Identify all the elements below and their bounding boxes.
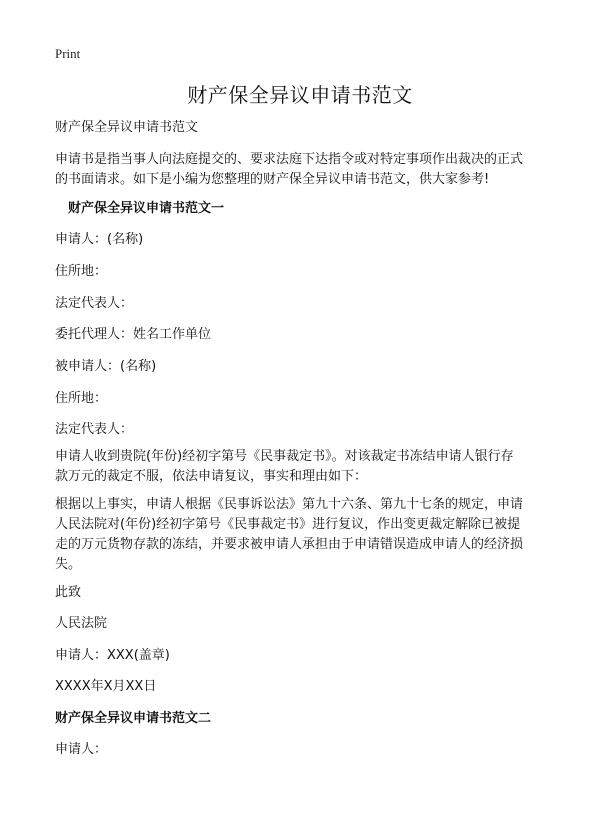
intro-paragraph [55, 150, 555, 190]
intro-line: 申请书是指当事人向法庭提交的、要求法庭下达指令或对特定事项作出裁决的正式 [55, 152, 524, 167]
respondent-rep-line: 法定代表人： [55, 422, 134, 437]
body-paragraph-2 [55, 495, 555, 575]
date-line: XXXX年X月XX日 [55, 679, 157, 694]
court-line: 人民法院 [55, 616, 108, 631]
applicant-rep-line: 法定代表人： [55, 296, 134, 311]
body2-line: 失。 [55, 557, 82, 572]
applicant-address-line: 住所地： [55, 264, 108, 279]
body1-line: 款万元的裁定不服，依法申请复议，事实和理由如下： [55, 469, 368, 484]
closing-line: 此致 [55, 585, 82, 600]
section2-heading: 财产保全异议申请书范文二 [55, 711, 212, 726]
agent-line: 委托代理人：姓名工作单位 [55, 327, 212, 342]
body2-line: 人民法院对(年份)经初字第号《民事裁定书》进行复议，作出变更裁定解除已被提 [55, 517, 521, 532]
applicant-line: 申请人：(名称) [55, 232, 144, 247]
body1-line: 申请人收到贵院(年份)经初字第号《民事裁定书》。对该裁定书冻结申请人银行存 [55, 449, 514, 464]
body2-line: 根据以上事实，申请人根据《民事诉讼法》第九十六条、第九十七条的规定，申请 [55, 497, 524, 512]
print-link[interactable]: Print [55, 46, 81, 61]
respondent-line: 被申请人：(名称) [55, 359, 157, 374]
intro-line: 的书面请求。如下是小编为您整理的财产保全异议申请书范文，供大家参考! [55, 172, 490, 187]
body2-line: 走的万元货物存款的冻结，并要求被申请人承担由于申请错误造成申请人的经济损 [55, 537, 524, 552]
body-paragraph-1 [55, 447, 555, 487]
document-subtitle: 财产保全异议申请书范文 [55, 120, 199, 135]
document-title: 财产保全异议申请书范文 [187, 83, 413, 107]
section2-applicant-line: 申请人： [55, 742, 108, 757]
respondent-address-line: 住所地： [55, 391, 108, 406]
section1-heading: 财产保全异议申请书范文一 [68, 201, 225, 216]
signature-line: 申请人：XXX(盖章) [55, 648, 170, 663]
